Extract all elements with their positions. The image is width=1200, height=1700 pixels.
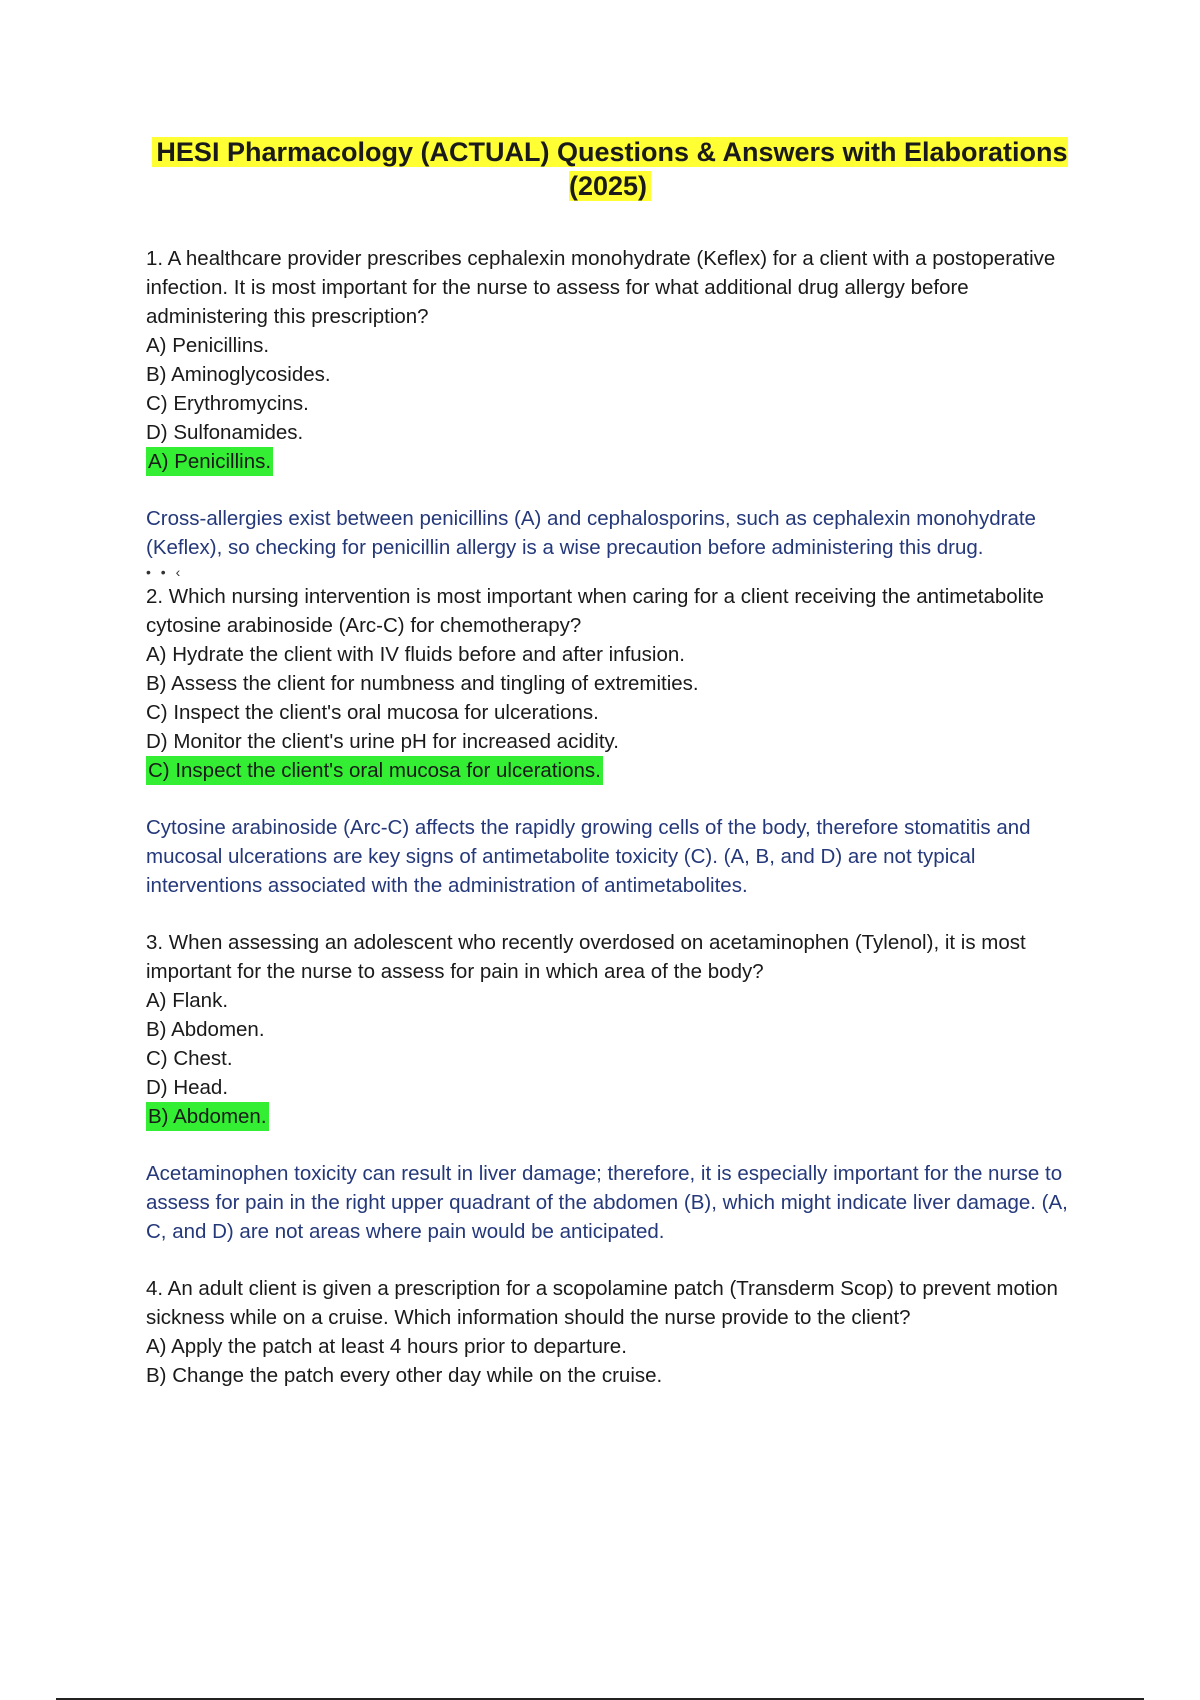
option-d: D) Sulfonamides. [146,421,304,444]
correct-answer-highlight: B) Abdomen. [146,1102,269,1131]
rationale: Cytosine arabinoside (Arc-C) affects the rapidly growing cells of the body, therefore stomatitis and mucosal ulcerations are key signs of antimetabolite toxicity (C). (A, B, and D) are not typical interventions associated with the administration of antimetabolites. [146,816,1031,897]
rationale: Acetaminophen toxicity can result in liver damage; therefore, it is especially important for the nurse to assess for pain in the right upper quadrant of the abdomen (B), which might indicate liver damage. (A, C, and D) are not areas where pain would be anticipated. [146,1162,1068,1243]
option-b: B) Aminoglycosides. [146,363,331,386]
question-3 [146,928,1086,1246]
question-stem: 2. Which nursing intervention is most important when caring for a client receiving the antimetabolite cytosine arabinoside (Arc-C) for chemotherapy? [146,585,1044,637]
question-4 [146,1274,1086,1390]
question-stem: 3. When assessing an adolescent who recently overdosed on acetaminophen (Tylenol), it is most important for the nurse to assess for pain in which area of the body? [146,931,1026,983]
page-title [150,135,1070,203]
option-a: A) Hydrate the client with IV fluids before and after infusion. [146,643,685,666]
document-body [146,244,1086,1390]
option-a: A) Penicillins. [146,334,270,357]
question-stem: 1. A healthcare provider prescribes cephalexin monohydrate (Keflex) for a client with a postoperative infection. It is most important for the nurse to assess for what additional drug allergy before administering this prescription? [146,247,1056,328]
option-c: C) Erythromycins. [146,392,309,415]
separator-marker: • • ‹ [146,564,184,580]
option-d: D) Head. [146,1076,229,1099]
question-stem: 4. An adult client is given a prescription for a scopolamine patch (Transderm Scop) to prevent motion sickness while on a cruise. Which information should the nurse provide to the client? [146,1277,1058,1329]
option-d: D) Monitor the client's urine pH for increased acidity. [146,730,619,753]
question-2 [146,582,1086,900]
correct-answer-highlight: C) Inspect the client's oral mucosa for ulcerations. [146,756,603,785]
title-highlight: HESI Pharmacology (ACTUAL) Questions & Answers with Elaborations (2025) [152,137,1067,201]
option-a: A) Apply the patch at least 4 hours prior to departure. [146,1335,627,1358]
option-b: B) Change the patch every other day while on the cruise. [146,1364,663,1387]
correct-answer-highlight: A) Penicillins. [146,447,273,476]
rationale: Cross-allergies exist between penicillins (A) and cephalosporins, such as cephalexin monohydrate (Keflex), so checking for penicillin allergy is a wise precaution before administering this drug. [146,507,1036,559]
option-c: C) Inspect the client's oral mucosa for ulcerations. [146,701,599,724]
option-b: B) Abdomen. [146,1018,265,1041]
option-c: C) Chest. [146,1047,233,1070]
question-1 [146,244,1086,582]
option-a: A) Flank. [146,989,229,1012]
option-b: B) Assess the client for numbness and tingling of extremities. [146,672,699,695]
